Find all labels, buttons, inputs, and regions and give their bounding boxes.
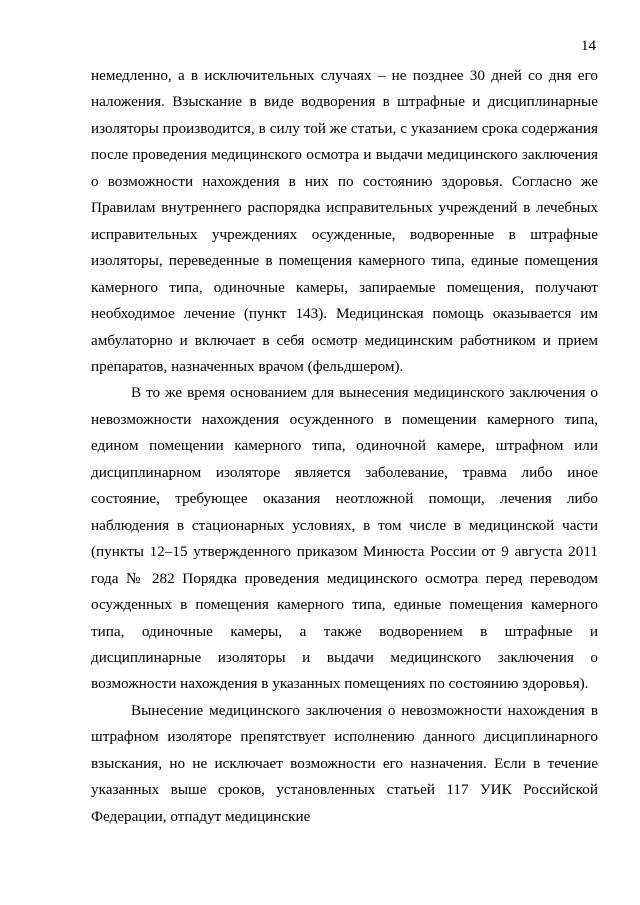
- paragraph-3: Вынесение медицинского заключения о невозможности нахождения в штрафном изоляторе препятствует исполнению данного дисциплинарного взыскания, но не исключает возможности его назначения. Если в течение указанных выше сроков, установленных статьей 117 УИК Российской Федерации, отпадут медицинские: [91, 701, 598, 825]
- paragraph-2: В то же время основанием для вынесения медицинского заключения о невозможности нахождения осужденного в помещении камерного типа, едином помещении камерного типа, одиночной камере, штрафном или дисциплинарном изоляторе является заболевание, травма либо иное состояние, требующее оказания неотложной помощи, лечения либо наблюдения в стационарных условиях, в том числе в медицинской части (пункты 12–15 утвержденного приказом Минюста России от 9 августа 2011 года № 282 Порядка проведения медицинского осмотра перед переводом осужденных в помещения камерного типа, единые помещения камерного типа, одиночные камеры, а также водворением в штрафные и дисциплинарные изоляторы и выдачи медицинского заключения о возможности нахождения в указанных помещениях по состоянию здоровья).: [91, 384, 598, 693]
- page-number: 14: [581, 38, 596, 54]
- paragraph-1: немедленно, а в исключительных случаях – не позднее 30 дней со дня его наложения. Взыскание в виде водворения в штрафные и дисциплинарные изоляторы производится, в силу той же статьи, с указанием срока содержания после проведения медицинского осмотра и выдачи медицинского заключения о возможности нахождения в них по состоянию здоровья. Согласно же Правилам внутреннего распорядка исправительных учреждений в лечебных исправительных учреждениях осужденные, водворенные в штрафные изоляторы, переведенные в помещения камерного типа, единые помещения камерного типа, одиночные камеры, запираемые помещения, получают необходимое лечение (пункт 143). Медицинская помощь оказывается им амбулаторно и включает в себя осмотр медицинским работником и прием препаратов, назначенных врачом (фельдшером).: [91, 67, 598, 375]
- document-body: [91, 63, 598, 830]
